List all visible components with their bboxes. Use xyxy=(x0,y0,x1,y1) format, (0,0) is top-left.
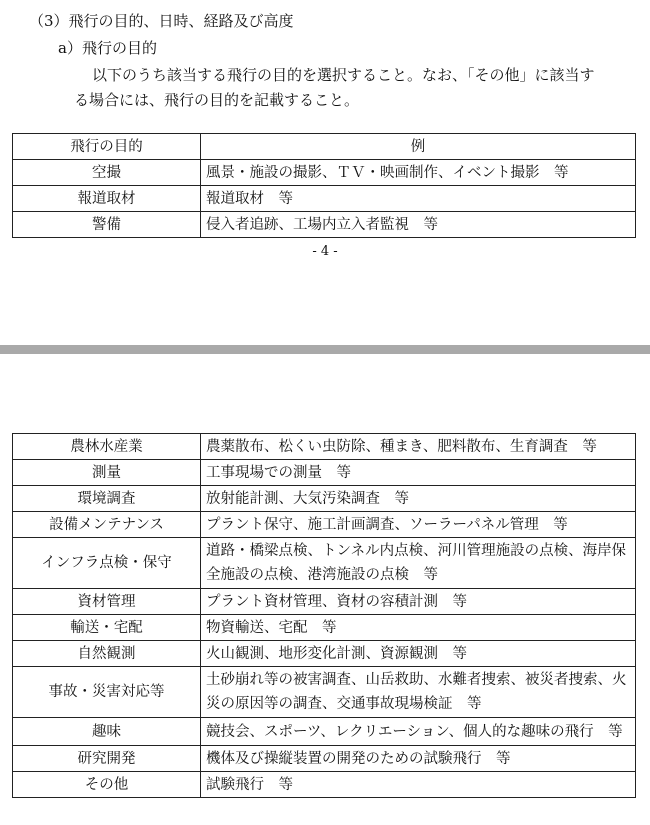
purpose-cell: その他 xyxy=(13,772,201,798)
example-cell: 火山観測、地形変化計測、資源観測 等 xyxy=(201,641,636,667)
table-row xyxy=(13,512,636,538)
example-cell: 放射能計測、大気汚染調査 等 xyxy=(201,486,636,512)
example-cell: 侵入者追跡、工場内立入者監視 等 xyxy=(201,212,636,238)
example-cell: プラント保守、施工計画調査、ソーラーパネル管理 等 xyxy=(201,512,636,538)
example-cell: 機体及び操縦装置の開発のための試験飛行 等 xyxy=(201,746,636,772)
table-row xyxy=(13,667,636,718)
paragraph-line-1: 以下のうち該当する飛行の目的を選択すること。なお、「その他」に該当す xyxy=(92,66,595,84)
table-row xyxy=(13,212,636,238)
purpose-table-top xyxy=(12,133,636,238)
purpose-cell: 自然観測 xyxy=(13,641,201,667)
purpose-cell: 報道取材 xyxy=(13,186,201,212)
example-cell: 道路・橋梁点検、トンネル内点検、河川管理施設の点検、海岸保全施設の点検、港湾施設の点検 等 xyxy=(201,538,636,589)
table-row xyxy=(13,718,636,746)
example-cell: 農薬散布、松くい虫防除、種まき、肥料散布、生育調査 等 xyxy=(201,434,636,460)
subsection-heading: a）飛行の目的 xyxy=(58,39,157,57)
purpose-cell: 事故・災害対応等 xyxy=(13,667,201,718)
table-row xyxy=(13,772,636,798)
page-number: - 4 - xyxy=(312,244,338,259)
example-cell: 報道取材 等 xyxy=(201,186,636,212)
table-row xyxy=(13,746,636,772)
purpose-table-continued xyxy=(12,433,636,798)
section-heading: （3）飛行の目的、日時、経路及び高度 xyxy=(29,12,294,30)
table-row xyxy=(13,615,636,641)
column-header-example: 例 xyxy=(201,134,636,160)
example-cell: プラント資材管理、資材の容積計測 等 xyxy=(201,589,636,615)
table-row xyxy=(13,486,636,512)
table-row xyxy=(13,589,636,615)
table-row xyxy=(13,434,636,460)
instruction-paragraph xyxy=(74,63,633,113)
example-cell: 工事現場での測量 等 xyxy=(201,460,636,486)
purpose-cell: 農林水産業 xyxy=(13,434,201,460)
example-cell: 競技会、スポーツ、レクリエーション、個人的な趣味の飛行 等 xyxy=(201,718,636,746)
purpose-cell: 環境調査 xyxy=(13,486,201,512)
table-header-row xyxy=(13,134,636,160)
table-row xyxy=(13,538,636,589)
column-header-purpose: 飛行の目的 xyxy=(13,134,201,160)
purpose-cell: 趣味 xyxy=(13,718,201,746)
purpose-cell: 輸送・宅配 xyxy=(13,615,201,641)
paragraph-line-2: る場合には、飛行の目的を記載すること。 xyxy=(74,91,360,109)
purpose-cell: 研究開発 xyxy=(13,746,201,772)
example-cell: 土砂崩れ等の被害調査、山岳救助、水難者捜索、被災者捜索、火災の原因等の調査、交通事故現場検証 等 xyxy=(201,667,636,718)
example-cell: 試験飛行 等 xyxy=(201,772,636,798)
purpose-cell: インフラ点検・保守 xyxy=(13,538,201,589)
table-row xyxy=(13,160,636,186)
table-row xyxy=(13,186,636,212)
table-row xyxy=(13,641,636,667)
page-divider xyxy=(0,345,650,354)
example-cell: 物資輸送、宅配 等 xyxy=(201,615,636,641)
purpose-cell: 設備メンテナンス xyxy=(13,512,201,538)
purpose-cell: 空撮 xyxy=(13,160,201,186)
purpose-cell: 警備 xyxy=(13,212,201,238)
purpose-cell: 測量 xyxy=(13,460,201,486)
table-row xyxy=(13,460,636,486)
example-cell: 風景・施設の撮影、ＴＶ・映画制作、イベント撮影 等 xyxy=(201,160,636,186)
purpose-cell: 資材管理 xyxy=(13,589,201,615)
